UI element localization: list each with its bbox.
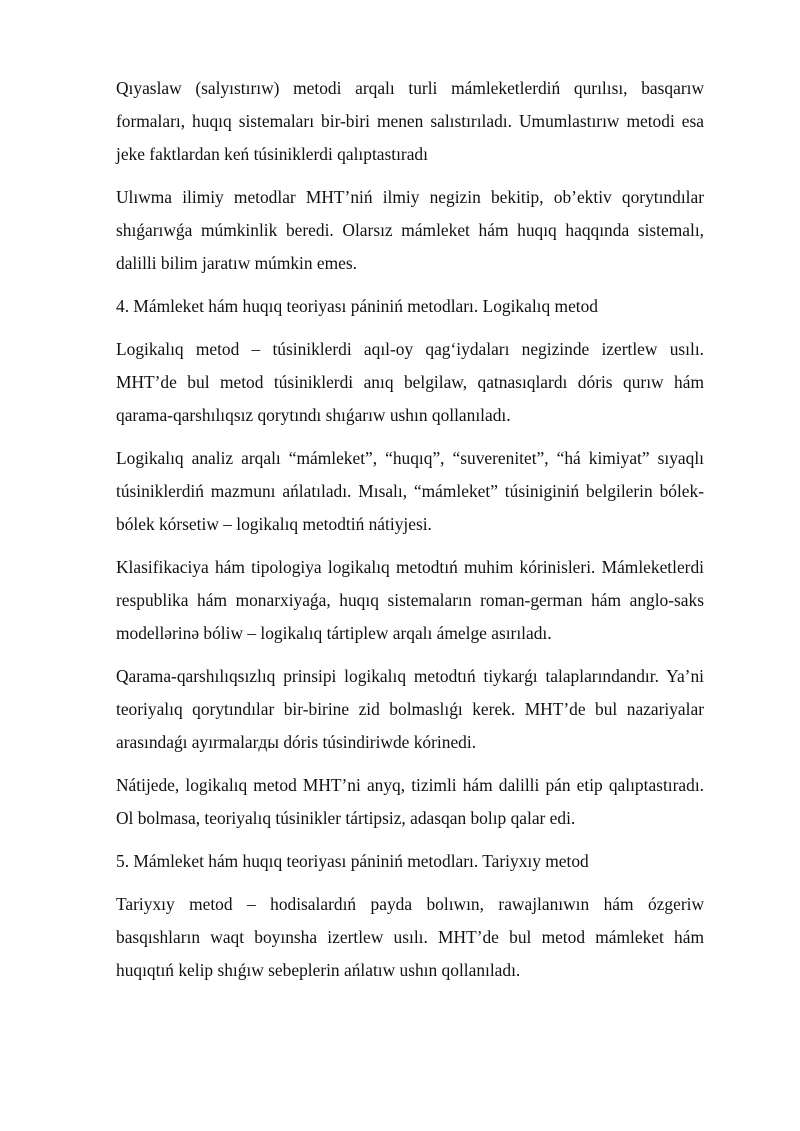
- paragraph-non-contradiction: Qarama-qarshılıqsızlıq prinsipi logikalıq metodtıń tiykarǵı talaplarındandır. Ya’ni teoriyalıq qorytındılar bir-birine zid bolmaslıǵı kerek. MHT’de bul nazariyalar arasındaǵı ayırmalarды dóris túsindiriwde kórinedi.: [116, 666, 704, 752]
- paragraph-logical-analysis: Logikalıq analiz arqalı “mámleket”, “huqıq”, “suverenitet”, “há kimiyat” sıyaqlı túsiniklerdiń mazmunı ańlatıladı. Mısalı, “mámleket” túsiniginiń belgilerin bólek-bólek kórsetiw – logikalıq metodtiń nátiyjesi.: [116, 448, 704, 534]
- paragraph-classification: Klasifikaciya hám tipologiya logikalıq metodtıń muhim kórinisleri. Mámleketlerdi respublika hám monarxiyaǵa, huqıq sistemaların roman-german hám anglo-saks modellərinə bóliw – logikalıq tártiplew arqalı ámelge asırıladı.: [116, 557, 704, 643]
- paragraph-comparative-method: Qıyaslaw (salyıstırıw) metodi arqalı turli mámleketlerdiń qurılısı, basqarıw formaları, huqıq sistemaları bir-biri menen salıstırıladı. Umumlastırıw metodi esa jeke faktlardan keń túsiniklerdi qalıptastıradı: [116, 78, 704, 164]
- paragraph-general-scientific-methods: Ulıwma ilimiy metodlar MHT’niń ilmiy negizin bekitip, ob’ektiv qorytındılar shıǵarıwǵa múmkinlik beredi. Olarsız mámleket hám huqıq haqqında sistemalı, dalilli bilim jaratıw múmkin emes.: [116, 187, 704, 273]
- section-heading-logical-method: 4. Mámleket hám huqıq teoriyası pániniń metodları. Logikalıq metod: [116, 296, 599, 316]
- paragraph-conclusion: Nátijede, logikalıq metod MHT’ni anyq, tizimli hám dalilli pán etip qalıptastıradı. Ol bolmasa, teoriyalıq túsinikler tártipsiz, adasqan bolıp qalar edi.: [116, 775, 704, 828]
- section-heading-historical-method: 5. Mámleket hám huqıq teoriyası pániniń metodları. Tariyxıy metod: [116, 851, 589, 871]
- paragraph-historical-method-definition: Tariyxıy metod – hodisalardıń payda bolıwın, rawajlanıwın hám ózgeriw basqıshların waqt boyınsha izertlew usılı. MHT’de bul metod mámleket hám huqıqtıń kelip shıǵıw sebeplerin ańlatıw ushın qollanıladı.: [116, 894, 704, 980]
- paragraph-logical-method-definition: Logikalıq metod – túsiniklerdi aqıl-oy qag‘iydaları negizinde izertlew usılı. MHT’de bul metod túsiniklerdi anıq belgilaw, qatnasıqlardı dóris qurıw hám qarama-qarshılıqsız qorytındı shıǵarıw ushın qollanıladı.: [116, 339, 704, 425]
